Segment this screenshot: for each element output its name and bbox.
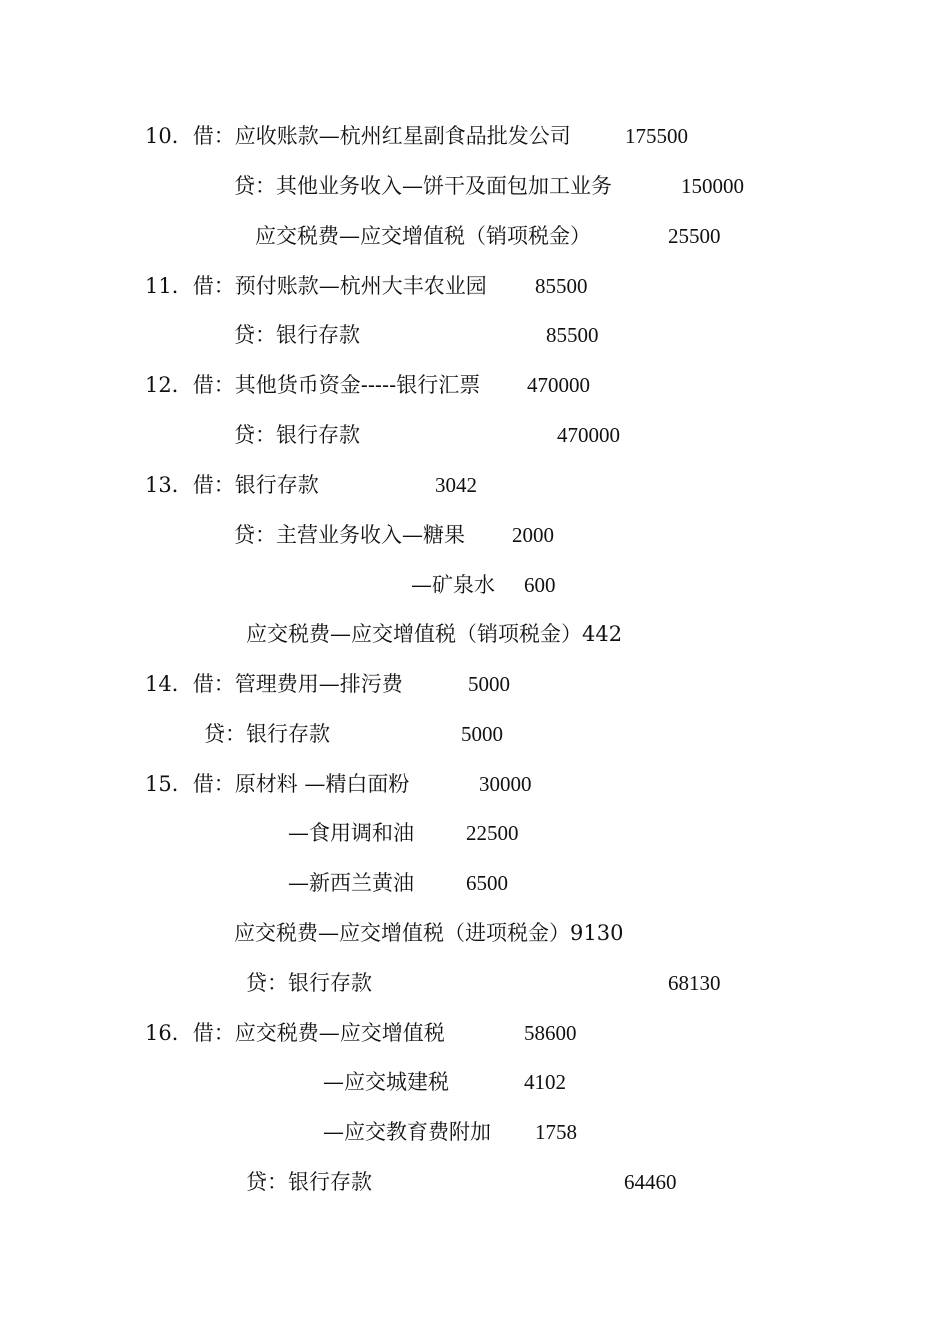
entry-text: 应交税费—应交增值税（销项税金）442 — [246, 622, 623, 646]
entry-13-credit-3 — [0, 619, 950, 649]
entry-text: 14．借：管理费用—排污费 — [145, 672, 403, 696]
entry-text: 应交税费—应交增值税（销项税金） — [255, 224, 591, 248]
entry-amount: 30000 — [479, 772, 532, 796]
entry-14-debit — [0, 669, 950, 699]
entry-amount: 600 — [524, 573, 556, 597]
entry-amount: 3042 — [435, 473, 477, 497]
entry-16-debit — [0, 1018, 950, 1048]
entry-10-debit — [0, 121, 950, 151]
entry-text: —食用调和油 — [288, 821, 414, 845]
entry-text: 贷：银行存款 — [204, 722, 330, 746]
entry-15-debit-4 — [0, 918, 950, 948]
entry-text: 11．借：预付账款—杭州大丰农业园 — [145, 274, 487, 298]
entry-amount: 5000 — [468, 672, 510, 696]
entry-16-debit-2 — [0, 1067, 950, 1097]
entry-text: —矿泉水 — [411, 573, 495, 597]
entry-15-debit-2 — [0, 818, 950, 848]
entry-15-credit — [0, 968, 950, 998]
entry-12-credit — [0, 420, 950, 450]
entry-12-debit — [0, 370, 950, 400]
entry-10-credit — [0, 171, 950, 201]
entry-amount: 22500 — [466, 821, 519, 845]
entry-text: —新西兰黄油 — [288, 871, 414, 895]
entry-text: —应交教育费附加 — [323, 1120, 491, 1144]
entry-text: 贷：银行存款 — [234, 323, 360, 347]
entry-amount: 1758 — [535, 1120, 577, 1144]
entry-text: 12．借：其他货币资金-----银行汇票 — [145, 373, 481, 397]
entry-text: 贷：银行存款 — [234, 423, 360, 447]
entry-amount: 470000 — [527, 373, 590, 397]
entry-amount: 5000 — [461, 722, 503, 746]
entry-13-credit-2 — [0, 570, 950, 600]
entry-amount: 6500 — [466, 871, 508, 895]
entry-amount: 85500 — [535, 274, 588, 298]
entry-amount: 2000 — [512, 523, 554, 547]
entry-15-debit-3 — [0, 868, 950, 898]
entry-amount: 25500 — [668, 224, 721, 248]
entry-amount: 64460 — [624, 1170, 677, 1194]
entry-text: 贷：银行存款 — [246, 1170, 372, 1194]
entry-text: 16．借：应交税费—应交增值税 — [145, 1021, 445, 1045]
entry-text: —应交城建税 — [323, 1070, 449, 1094]
entry-amount: 470000 — [557, 423, 620, 447]
entry-16-debit-3 — [0, 1117, 950, 1147]
entry-16-credit — [0, 1167, 950, 1197]
entry-10-credit-2 — [0, 221, 950, 251]
entry-text: 13．借：银行存款 — [145, 473, 319, 497]
entry-amount: 58600 — [524, 1021, 577, 1045]
entry-15-debit — [0, 769, 950, 799]
entry-amount: 150000 — [681, 174, 744, 198]
entry-amount: 175500 — [625, 124, 688, 148]
entry-text: 贷：主营业务收入—糖果 — [234, 523, 465, 547]
entry-amount: 4102 — [524, 1070, 566, 1094]
entry-amount: 85500 — [546, 323, 599, 347]
entry-amount: 68130 — [668, 971, 721, 995]
entry-text: 贷：银行存款 — [246, 971, 372, 995]
entry-14-credit — [0, 719, 950, 749]
entry-13-debit — [0, 470, 950, 500]
entry-11-debit — [0, 271, 950, 301]
entry-11-credit — [0, 320, 950, 350]
entry-13-credit — [0, 520, 950, 550]
entry-text: 贷：其他业务收入—饼干及面包加工业务 — [234, 174, 612, 198]
entry-text: 应交税费—应交增值税（进项税金）9130 — [234, 921, 624, 945]
entry-text: 15．借：原材料 —精白面粉 — [145, 772, 410, 796]
entry-text: 10．借：应收账款—杭州红星副食品批发公司 — [145, 124, 571, 148]
